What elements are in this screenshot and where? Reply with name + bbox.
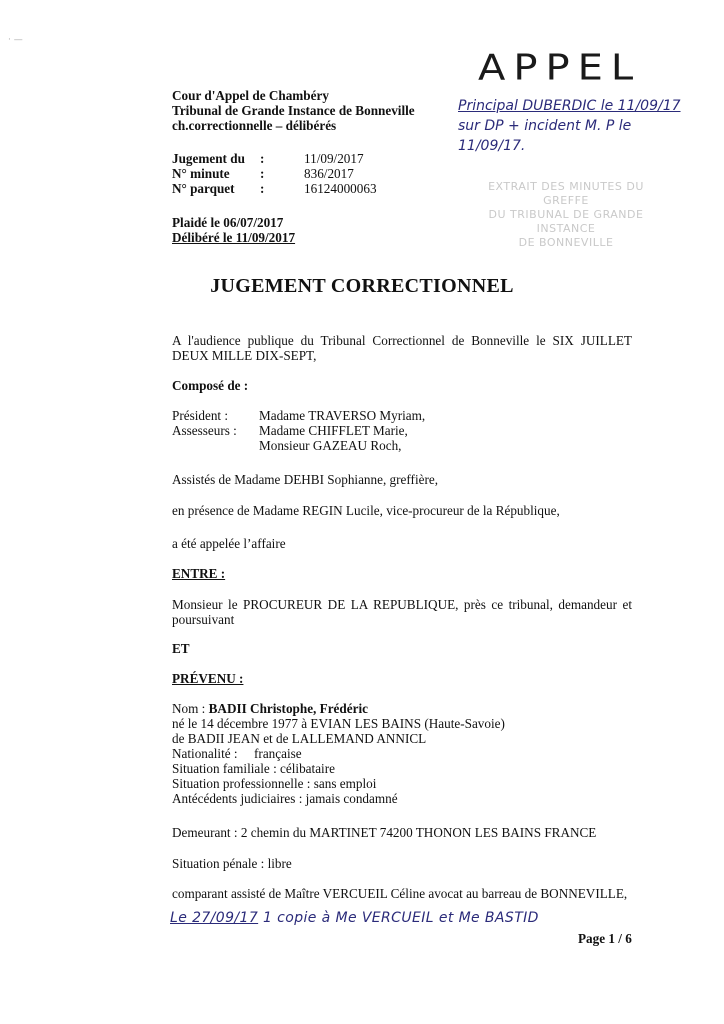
handwritten-copy-text: 1 copie à Me VERCUEIL et Me BASTID bbox=[263, 910, 539, 926]
appel-handwritten-note bbox=[458, 96, 698, 156]
accused-record: Antécédents judiciaires : jamais condamné bbox=[172, 791, 398, 806]
hearing-intro: A l'audience publique du Tribunal Correctionnel de Bonneville le SIX JUILLET DEUX MILLE DIX-SEPT, bbox=[172, 333, 632, 363]
stamp-line: EXTRAIT DES MINUTES DU GREFFE bbox=[488, 180, 644, 207]
judge-row bbox=[172, 408, 425, 423]
accused-details bbox=[172, 701, 505, 806]
court-name: Cour d'Appel de Chambéry bbox=[172, 88, 329, 103]
accused-birth: né le 14 décembre 1977 à EVIAN LES BAINS (Haute-Savoie) bbox=[172, 716, 505, 731]
chamber-name: ch.correctionnelle – délibérés bbox=[172, 118, 337, 133]
appel-note-line: sur DP + incident M. P le bbox=[458, 118, 632, 134]
handwritten-date: Le 27/09/17 bbox=[170, 910, 259, 926]
accused-address: Demeurant : 2 chemin du MARTINET 74200 THONON LES BAINS FRANCE bbox=[172, 825, 597, 840]
judge-name: Monsieur GAZEAU Roch, bbox=[259, 438, 402, 453]
stamp-line: DU TRIBUNAL DE GRANDE INSTANCE bbox=[488, 208, 644, 235]
case-called-line: a été appelée l’affaire bbox=[172, 536, 286, 551]
judges-list bbox=[172, 408, 425, 453]
accused-name: BADII Christophe, Frédéric bbox=[208, 701, 368, 716]
judge-role: Assesseurs : bbox=[172, 423, 237, 438]
accused-family-status: Situation familiale : célibataire bbox=[172, 761, 335, 776]
composition-label: Composé de : bbox=[172, 378, 249, 393]
case-references bbox=[172, 151, 377, 196]
handwritten-copy-note bbox=[170, 910, 539, 926]
judge-name: Madame CHIFFLET Marie, bbox=[259, 423, 408, 438]
clerk-line: Assistés de Madame DEHBI Sophianne, greffière, bbox=[172, 472, 439, 487]
scan-mark: · — bbox=[8, 35, 23, 45]
ref-label: N° minute bbox=[172, 166, 230, 181]
plaintiff-text: Monsieur le PROCUREUR DE LA REPUBLIQUE, près ce tribunal, demandeur et poursuivant bbox=[172, 597, 632, 627]
stamp-line: DE BONNEVILLE bbox=[518, 236, 614, 249]
and-label: ET bbox=[172, 641, 190, 656]
judge-row bbox=[172, 423, 425, 438]
prosecutor-line: en présence de Madame REGIN Lucile, vice-procureur de la République, bbox=[172, 503, 560, 518]
document-title: JUGEMENT CORRECTIONNEL bbox=[210, 275, 514, 297]
ref-label: Jugement du bbox=[172, 151, 245, 166]
judge-name: Madame TRAVERSO Myriam, bbox=[259, 408, 426, 423]
ref-separator: : bbox=[260, 151, 265, 166]
accused-name-line bbox=[172, 701, 505, 716]
accused-parents: de BADII JEAN et de LALLEMAND ANNICL bbox=[172, 731, 427, 746]
penal-status: Situation pénale : libre bbox=[172, 856, 292, 871]
ref-value: 16124000063 bbox=[304, 181, 377, 196]
accused-label: PRÉVENU : bbox=[172, 671, 244, 686]
name-prefix: Nom : bbox=[172, 701, 209, 716]
ref-row-parquet bbox=[172, 181, 377, 196]
judge-row bbox=[172, 438, 425, 453]
tribunal-name: Tribunal de Grande Instance de Bonneville bbox=[172, 103, 415, 118]
judge-role bbox=[172, 438, 259, 453]
judge-role: Président : bbox=[172, 408, 229, 423]
ref-label: N° parquet bbox=[172, 181, 235, 196]
counsel-line: comparant assisté de Maître VERCUEIL Céline avocat au barreau de BONNEVILLE, bbox=[172, 886, 628, 901]
ref-value: 836/2017 bbox=[304, 166, 354, 181]
accused-professional-status: Situation professionnelle : sans emploi bbox=[172, 776, 377, 791]
pleaded-date: Plaidé le 06/07/2017 bbox=[172, 215, 284, 230]
appel-note-line: 11/09/17. bbox=[458, 138, 526, 154]
between-label: ENTRE : bbox=[172, 566, 226, 581]
accused-nationality: Nationalité : française bbox=[172, 746, 302, 761]
hearing-dates bbox=[172, 215, 295, 245]
ref-separator: : bbox=[260, 166, 265, 181]
ref-value: 11/09/2017 bbox=[304, 151, 364, 166]
deliberated-date: Délibéré le 11/09/2017 bbox=[172, 230, 296, 245]
ref-row-minute bbox=[172, 166, 377, 181]
appel-handwritten-mark: APPEL bbox=[478, 47, 642, 89]
page-number: Page 1 / 6 bbox=[578, 931, 632, 946]
faded-stamp bbox=[466, 180, 666, 250]
appel-note-line: Principal DUBERDIC le 11/09/17 bbox=[458, 98, 681, 114]
court-header bbox=[172, 88, 415, 133]
ref-separator: : bbox=[260, 181, 265, 196]
ref-row-judgment bbox=[172, 151, 377, 166]
